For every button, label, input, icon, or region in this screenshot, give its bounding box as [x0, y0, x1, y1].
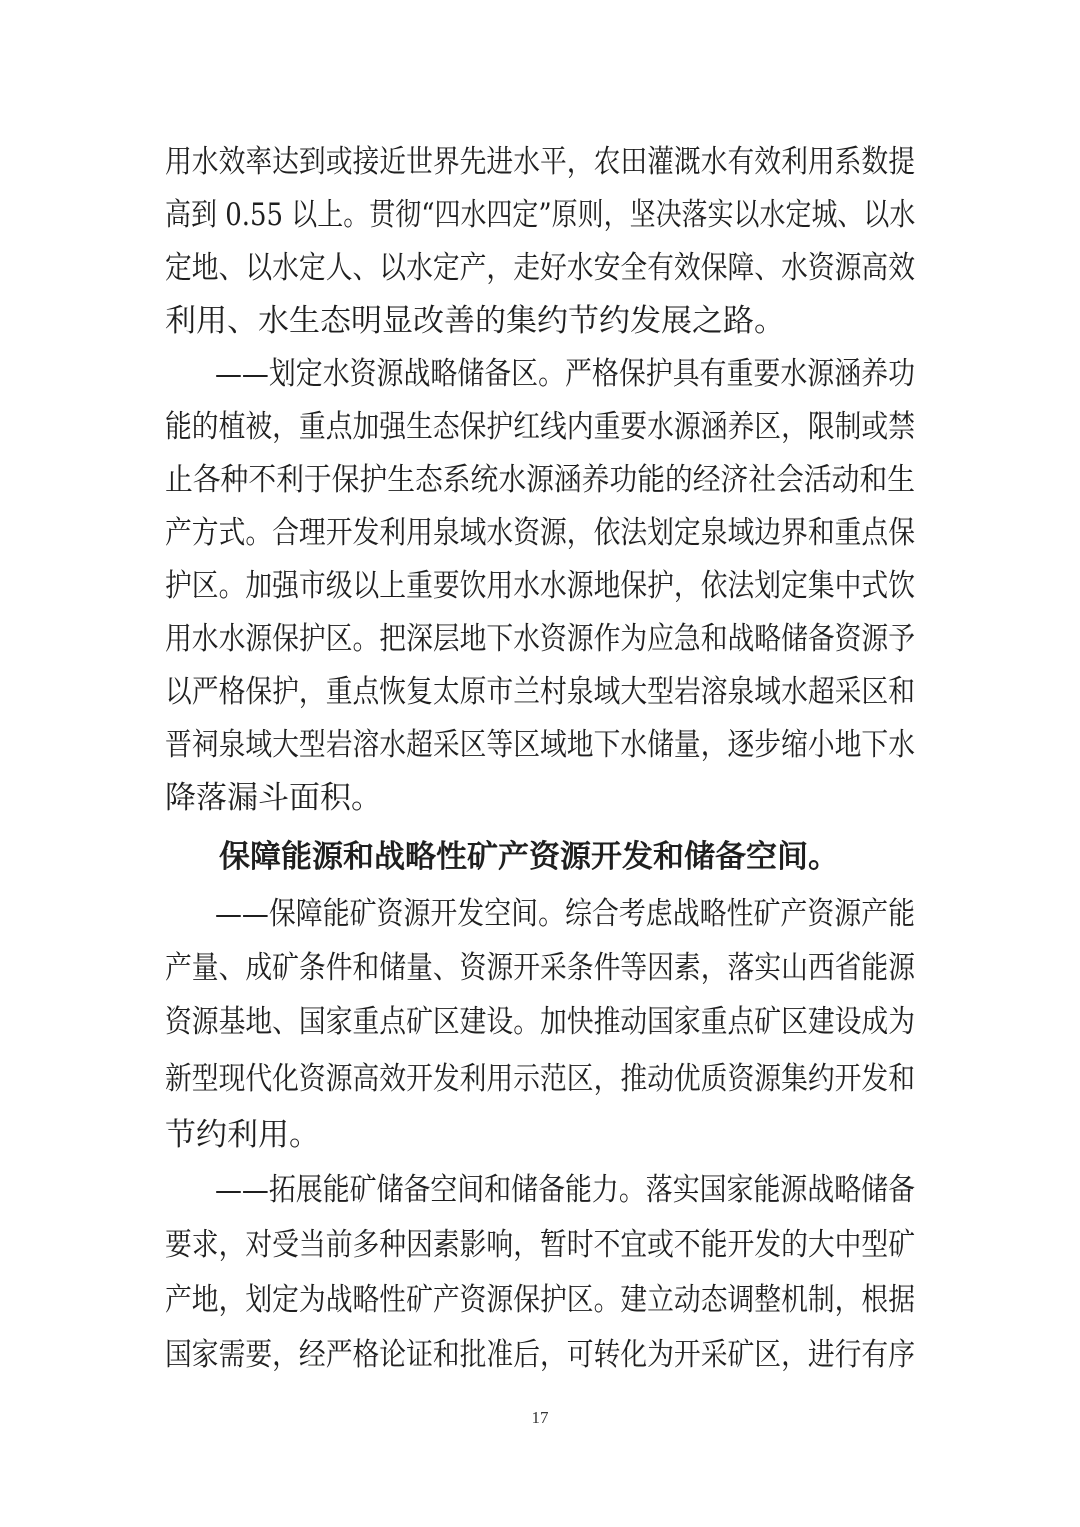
- text-line-22: 产地，划定为战略性矿产资源保护区。建立动态调整机制，根据: [165, 1282, 915, 1318]
- text-line-1: 用水效率达到或接近世界先进水平，农田灌溉水有效利用系数提: [165, 144, 915, 180]
- text-line-8: 产方式。合理开发利用泉域水资源，依法划定泉域边界和重点保: [165, 515, 915, 551]
- text-line-18: 新型现代化资源高效开发利用示范区，推动优质资源集约开发和: [165, 1061, 915, 1097]
- text-line-15: ——保障能矿资源开发空间。综合考虑战略性矿产资源产能: [215, 896, 915, 932]
- text-line-12: 晋祠泉域大型岩溶水超采区等区域地下水储量，逐步缩小地下水: [165, 727, 915, 763]
- text-line-13: 降落漏斗面积。: [165, 780, 382, 816]
- text-line-19: 节约利用。: [165, 1117, 320, 1153]
- text-line-5: ——划定水资源战略储备区。严格保护具有重要水源涵养功: [215, 356, 915, 392]
- text-line-2: 高到 0.55 以上。贯彻“四水四定”原则，坚决落实以水定城、以水: [165, 197, 916, 233]
- text-line-10: 用水水源保护区。把深层地下水资源作为应急和战略储备资源予: [165, 621, 915, 657]
- text-line-21: 要求，对受当前多种因素影响，暂时不宜或不能开发的大中型矿: [165, 1227, 915, 1263]
- text-line-23: 国家需要，经严格论证和批准后，可转化为开采矿区，进行有序: [165, 1337, 915, 1373]
- section-heading: 保障能源和战略性矿产资源开发和储备空间。: [219, 839, 839, 875]
- text-line-11: 以严格保护，重点恢复太原市兰村泉域大型岩溶泉域水超采区和: [165, 674, 915, 710]
- text-line-17: 资源基地、国家重点矿区建设。加快推动国家重点矿区建设成为: [165, 1004, 915, 1040]
- text-line-20: ——拓展能矿储备空间和储备能力。落实国家能源战略储备: [215, 1172, 915, 1208]
- text-line-16: 产量、成矿条件和储量、资源开采条件等因素，落实山西省能源: [165, 950, 915, 986]
- text-line-7: 止各种不利于保护生态系统水源涵养功能的经济社会活动和生: [165, 462, 915, 498]
- text-line-9: 护区。加强市级以上重要饮用水水源地保护，依法划定集中式饮: [165, 568, 915, 604]
- page-number: 17: [531, 1408, 549, 1427]
- text-line-4: 利用、水生态明显改善的集约节约发展之路。: [165, 303, 785, 339]
- text-line-3: 定地、以水定人、以水定产，走好水安全有效保障、水资源高效: [165, 250, 915, 286]
- text-line-6: 能的植被，重点加强生态保护红线内重要水源涵养区，限制或禁: [165, 409, 915, 445]
